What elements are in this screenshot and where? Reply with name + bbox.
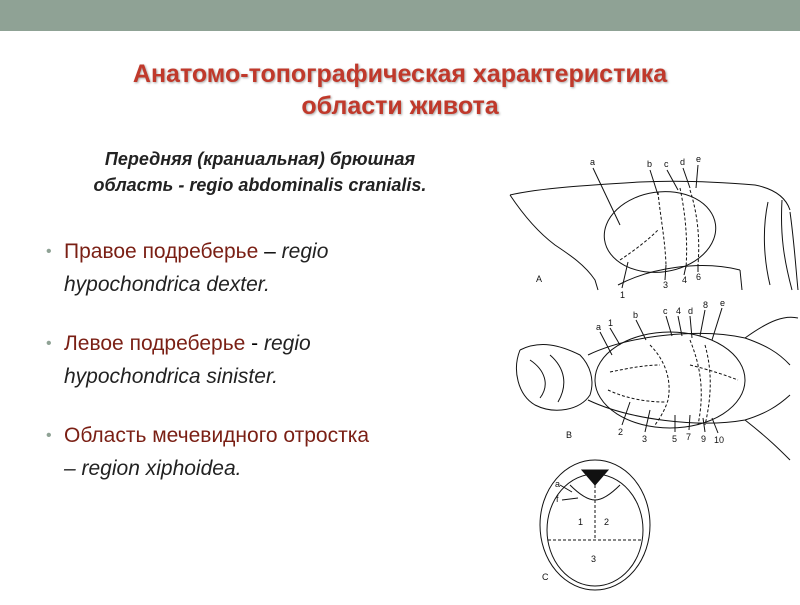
figure-c-labels: [542, 479, 609, 582]
figb-letter: B: [566, 430, 573, 440]
slide-title-line1: Анатомо-топографическая характеристика: [132, 60, 668, 88]
figb-bottom-label: 3: [642, 434, 648, 444]
figc-letter: C: [542, 572, 549, 582]
subtitle-line2: область - regio abdominalis cranialis.: [93, 175, 427, 195]
bullet-separator: -: [245, 332, 264, 355]
figa-top-label: e: [696, 154, 702, 164]
bullet-latin-text-2: hypochondrica sinister.: [64, 365, 278, 388]
figb-top-label: 8: [703, 300, 709, 310]
bullet-item: [46, 327, 466, 393]
figb-bottom-label: 2: [618, 427, 624, 437]
figb-top-label: 4: [676, 306, 682, 316]
bullet-latin-text-2: – region xiphoidea.: [64, 457, 242, 480]
figa-bottom-label: 4: [682, 275, 688, 285]
figb-top-label: 1: [608, 318, 614, 328]
bullet-ru-text: Правое подреберье: [64, 240, 259, 263]
figc-label: 1: [578, 517, 584, 527]
bullet-list: [46, 235, 466, 511]
bullet-dot-icon: •: [46, 243, 52, 260]
figure-a-labels: [536, 154, 701, 300]
anatomy-drawings: [500, 140, 800, 600]
anatomy-figures: [500, 140, 800, 600]
figure-a: [510, 165, 798, 290]
bullet-ru-text: Левое подреберье: [64, 332, 246, 355]
bullet-ru-text: Область мечевидного отростка: [64, 424, 370, 447]
figa-letter: A: [536, 274, 543, 284]
figb-bottom-label: 10: [714, 435, 725, 445]
bullet-dot-icon: •: [46, 427, 52, 444]
figb-bottom-label: 5: [672, 434, 678, 444]
slide-title: [0, 58, 800, 122]
figa-top-label: c: [664, 159, 669, 169]
subtitle-line1: Передняя (краниальная) брюшная: [104, 149, 416, 169]
figa-bottom-label: 3: [663, 280, 669, 290]
bullet-item: [46, 235, 466, 301]
figb-top-label: e: [720, 298, 726, 308]
figa-bottom-label: 6: [696, 272, 702, 282]
figb-bottom-label: 9: [701, 434, 707, 444]
figc-label: 2: [604, 517, 610, 527]
figc-label: a: [555, 479, 561, 489]
slide-title-line2: области живота: [301, 92, 499, 120]
bullet-separator: –: [258, 240, 282, 263]
figa-bottom-label: 1: [620, 290, 626, 300]
top-bar: [0, 0, 800, 31]
figc-label: 3: [591, 554, 597, 564]
figb-top-label: b: [633, 310, 639, 320]
figa-top-label: d: [680, 157, 686, 167]
figa-top-label: b: [647, 159, 653, 169]
figure-b: [516, 308, 798, 460]
figb-top-label: a: [596, 322, 602, 332]
figa-top-label: a: [590, 157, 596, 167]
bullet-latin-text: regio: [281, 240, 329, 263]
bullet-latin-text: regio: [263, 332, 311, 355]
figc-label: f: [556, 494, 559, 504]
bullet-item: [46, 419, 466, 485]
bullet-latin-text-2: hypochondrica dexter.: [64, 273, 270, 296]
figb-top-label: c: [663, 306, 668, 316]
bullet-dot-icon: •: [46, 335, 52, 352]
slide-subtitle: [40, 146, 480, 198]
figb-bottom-label: 7: [686, 432, 692, 442]
figb-top-label: d: [688, 306, 694, 316]
